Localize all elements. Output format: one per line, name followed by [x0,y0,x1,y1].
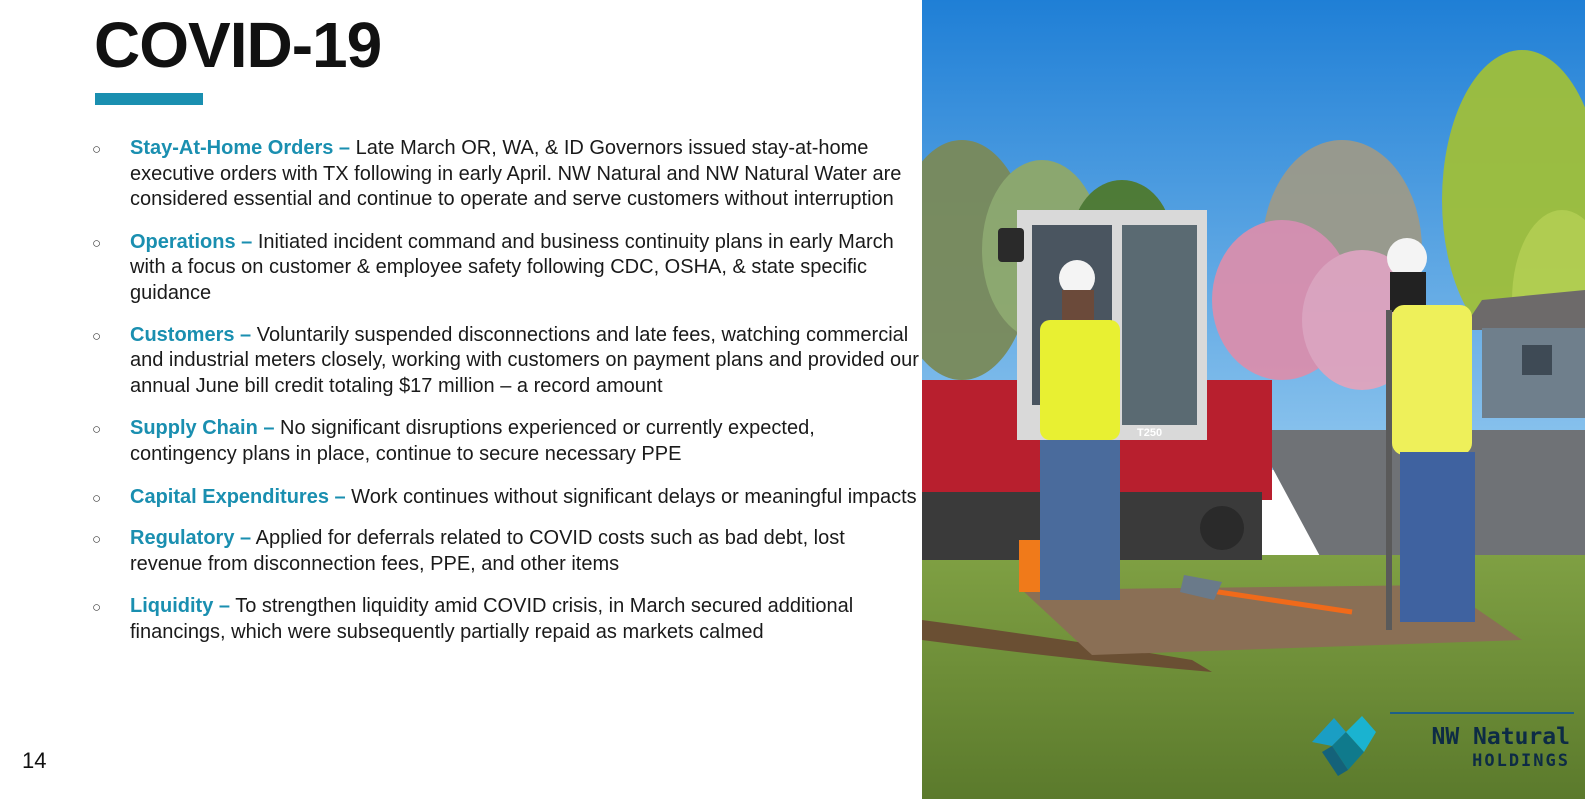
bullet-supply-chain [90,416,920,467]
bullet-heading: Liquidity – [130,595,230,618]
bullet-marker-icon: ○ [92,421,102,439]
bullet-heading: Customers – [130,323,252,346]
bullet-marker-icon: ○ [92,531,102,549]
bullet-heading: Stay-At-Home Orders – [130,137,351,159]
excavator-model-label: T250 [1137,427,1163,439]
page-number: 14 [22,748,47,773]
bullet-marker-icon: ○ [92,141,102,158]
bullet-regulatory [90,526,920,577]
bullet-operations [90,230,920,307]
bullet-customers [90,323,920,400]
slide-title: COVID-19 [94,9,382,81]
title-underline [95,93,203,105]
bullet-stay-at-home [90,136,920,213]
bullet-marker-icon: ○ [92,234,102,252]
bullet-marker-icon: ○ [92,489,102,507]
bullet-list [90,136,920,646]
bullet-text: No significant disruptions experienced or currently expected, contingency plans in place, continue to secure necessary PPE [130,417,815,465]
bullet-text: Initiated incident command and business continuity plans in early March with a focus on customer & employee safety following CDC, OSHA, & state specific guidance [130,230,894,304]
logo-line-2: HOLDINGS [1472,751,1570,771]
bullet-text: Late March OR, WA, & ID Governors issued stay-at-home executive orders with TX following in early April. NW Natural and NW Natural Water are considered essential and continue to operate and serve customers without interruption [130,137,902,211]
bullet-text: To strengthen liquidity amid COVID crisis, in March secured additional financings, which were subsequently partially repaid as markets calmed [130,595,854,643]
bullet-text: Voluntarily suspended disconnections and late fees, watching commercial and industrial meters closely, working with customers on payment plans and provided our annual June bill credit totaling $17 million – a record amount [130,323,919,397]
logo-mark-icon [1312,712,1384,776]
logo-line-1: NW Natural [1431,724,1570,750]
logo-wordmark [1432,726,1570,770]
bullet-capital-expenditures [90,485,920,511]
bullet-liquidity [90,594,920,645]
bullet-heading: Capital Expenditures – [130,485,346,508]
bullet-text: Work continues without significant delays or meaningful impacts [345,485,917,508]
bullet-heading: Supply Chain – [130,417,275,440]
bullet-text: Applied for deferrals related to COVID costs such as bad debt, lost revenue from disconnection fees, PPE, and other items [130,527,845,575]
bullet-heading: Regulatory – [130,527,252,550]
nw-natural-logo [1312,712,1574,792]
bullet-marker-icon: ○ [92,599,102,617]
bullet-heading: Operations – [130,230,253,253]
worksite-photo [922,0,1585,799]
logo-rule [1390,712,1574,714]
bullet-marker-icon: ○ [92,327,102,345]
